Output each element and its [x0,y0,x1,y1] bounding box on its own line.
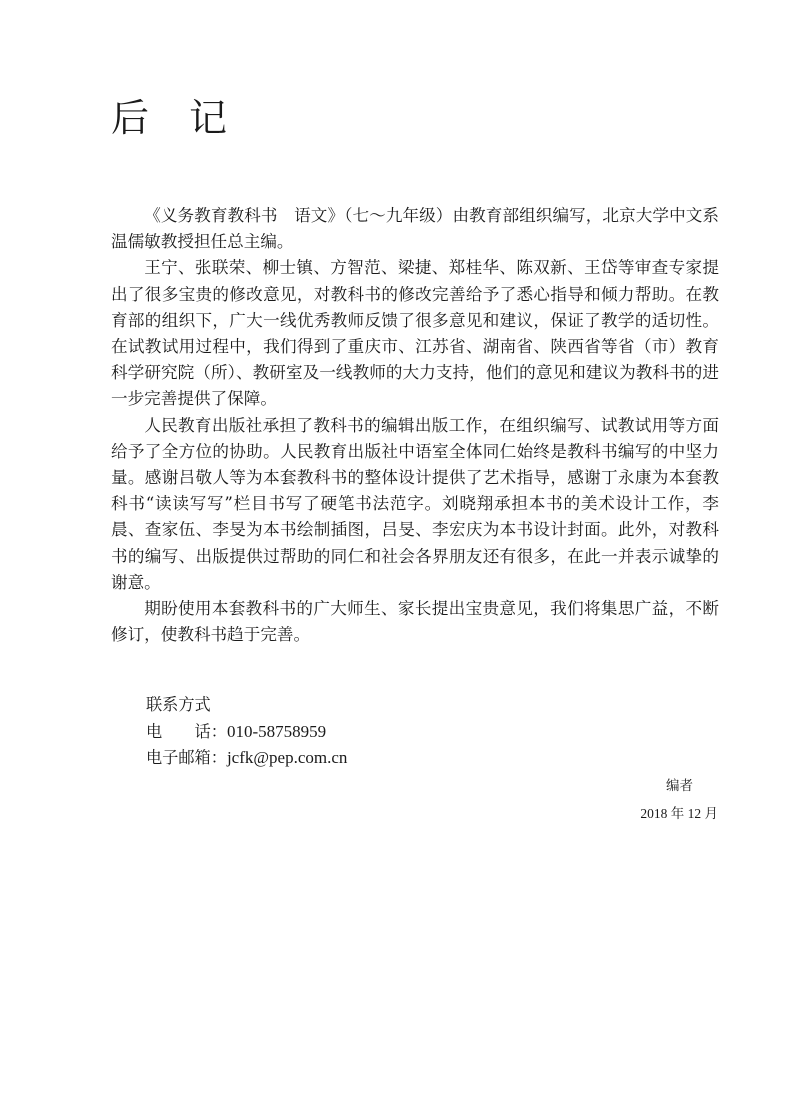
paragraph-editorship: 《义务教育教科书 语文》（七～九年级）由教育部组织编写，北京大学中文系温儒敏教授担任总主编。 [111,206,719,252]
date: 2018 年 12 月 [640,806,718,821]
page-title-char-1: 后 [111,96,150,140]
paragraph-feedback: 期盼使用本套教科书的广大师生、家长提出宝贵意见，我们将集思广益，不断修订，使教科书趋于完善。 [111,599,719,645]
signature: 编者 [666,778,693,794]
email-label: 电子邮箱： [146,748,227,767]
contact-heading: 联系方式 [146,695,211,714]
phone-number: 010-58758959 [226,721,327,741]
afterword-body [111,203,719,648]
page-title-char-2: 记 [189,96,228,140]
page-title [111,96,227,140]
phone-label: 电 话： [146,721,227,741]
phone-row [146,719,347,746]
paragraph-reviewers: 王宁、张联荣、柳士镇、方智范、梁捷、郑桂华、陈双新、王岱等审查专家提出了很多宝贵的修改意见，对教科书的修改完善给予了悉心指导和倾力帮助。在教育部的组织下，广大一线优秀教师反馈了很多意见和建议，保证了教学的适切性。在试教试用过程中，我们得到了重庆市、江苏省、湖南省、陕西省等省（市）教育科学研究院（所）、教研室及一线教师的大力支持，他们的意见和建议为教科书的进一步完善提供了保障。 [111,258,719,409]
email-address[interactable]: jcfk@pep.com.cn [226,748,348,767]
email-row [146,745,347,772]
contact-block [146,692,347,772]
paragraph-publisher: 人民教育出版社承担了教科书的编辑出版工作，在组织编写、试教试用等方面给予了全方位的协助。人民教育出版社中语室全体同仁始终是教科书编写的中坚力量。感谢吕敬人等为本套教科书的整体设计提供了艺术指导，感谢丁永康为本套教科书“读读写写”栏目书写了硬笔书法范字。刘晓翔承担本书的美术设计工作，李晨、查家伍、李旻为本书绘制插图，吕旻、李宏庆为本书设计封面。此外，对教科书的编写、出版提供过帮助的同仁和社会各界朋友还有很多，在此一并表示诚挚的谢意。 [111,415,719,592]
